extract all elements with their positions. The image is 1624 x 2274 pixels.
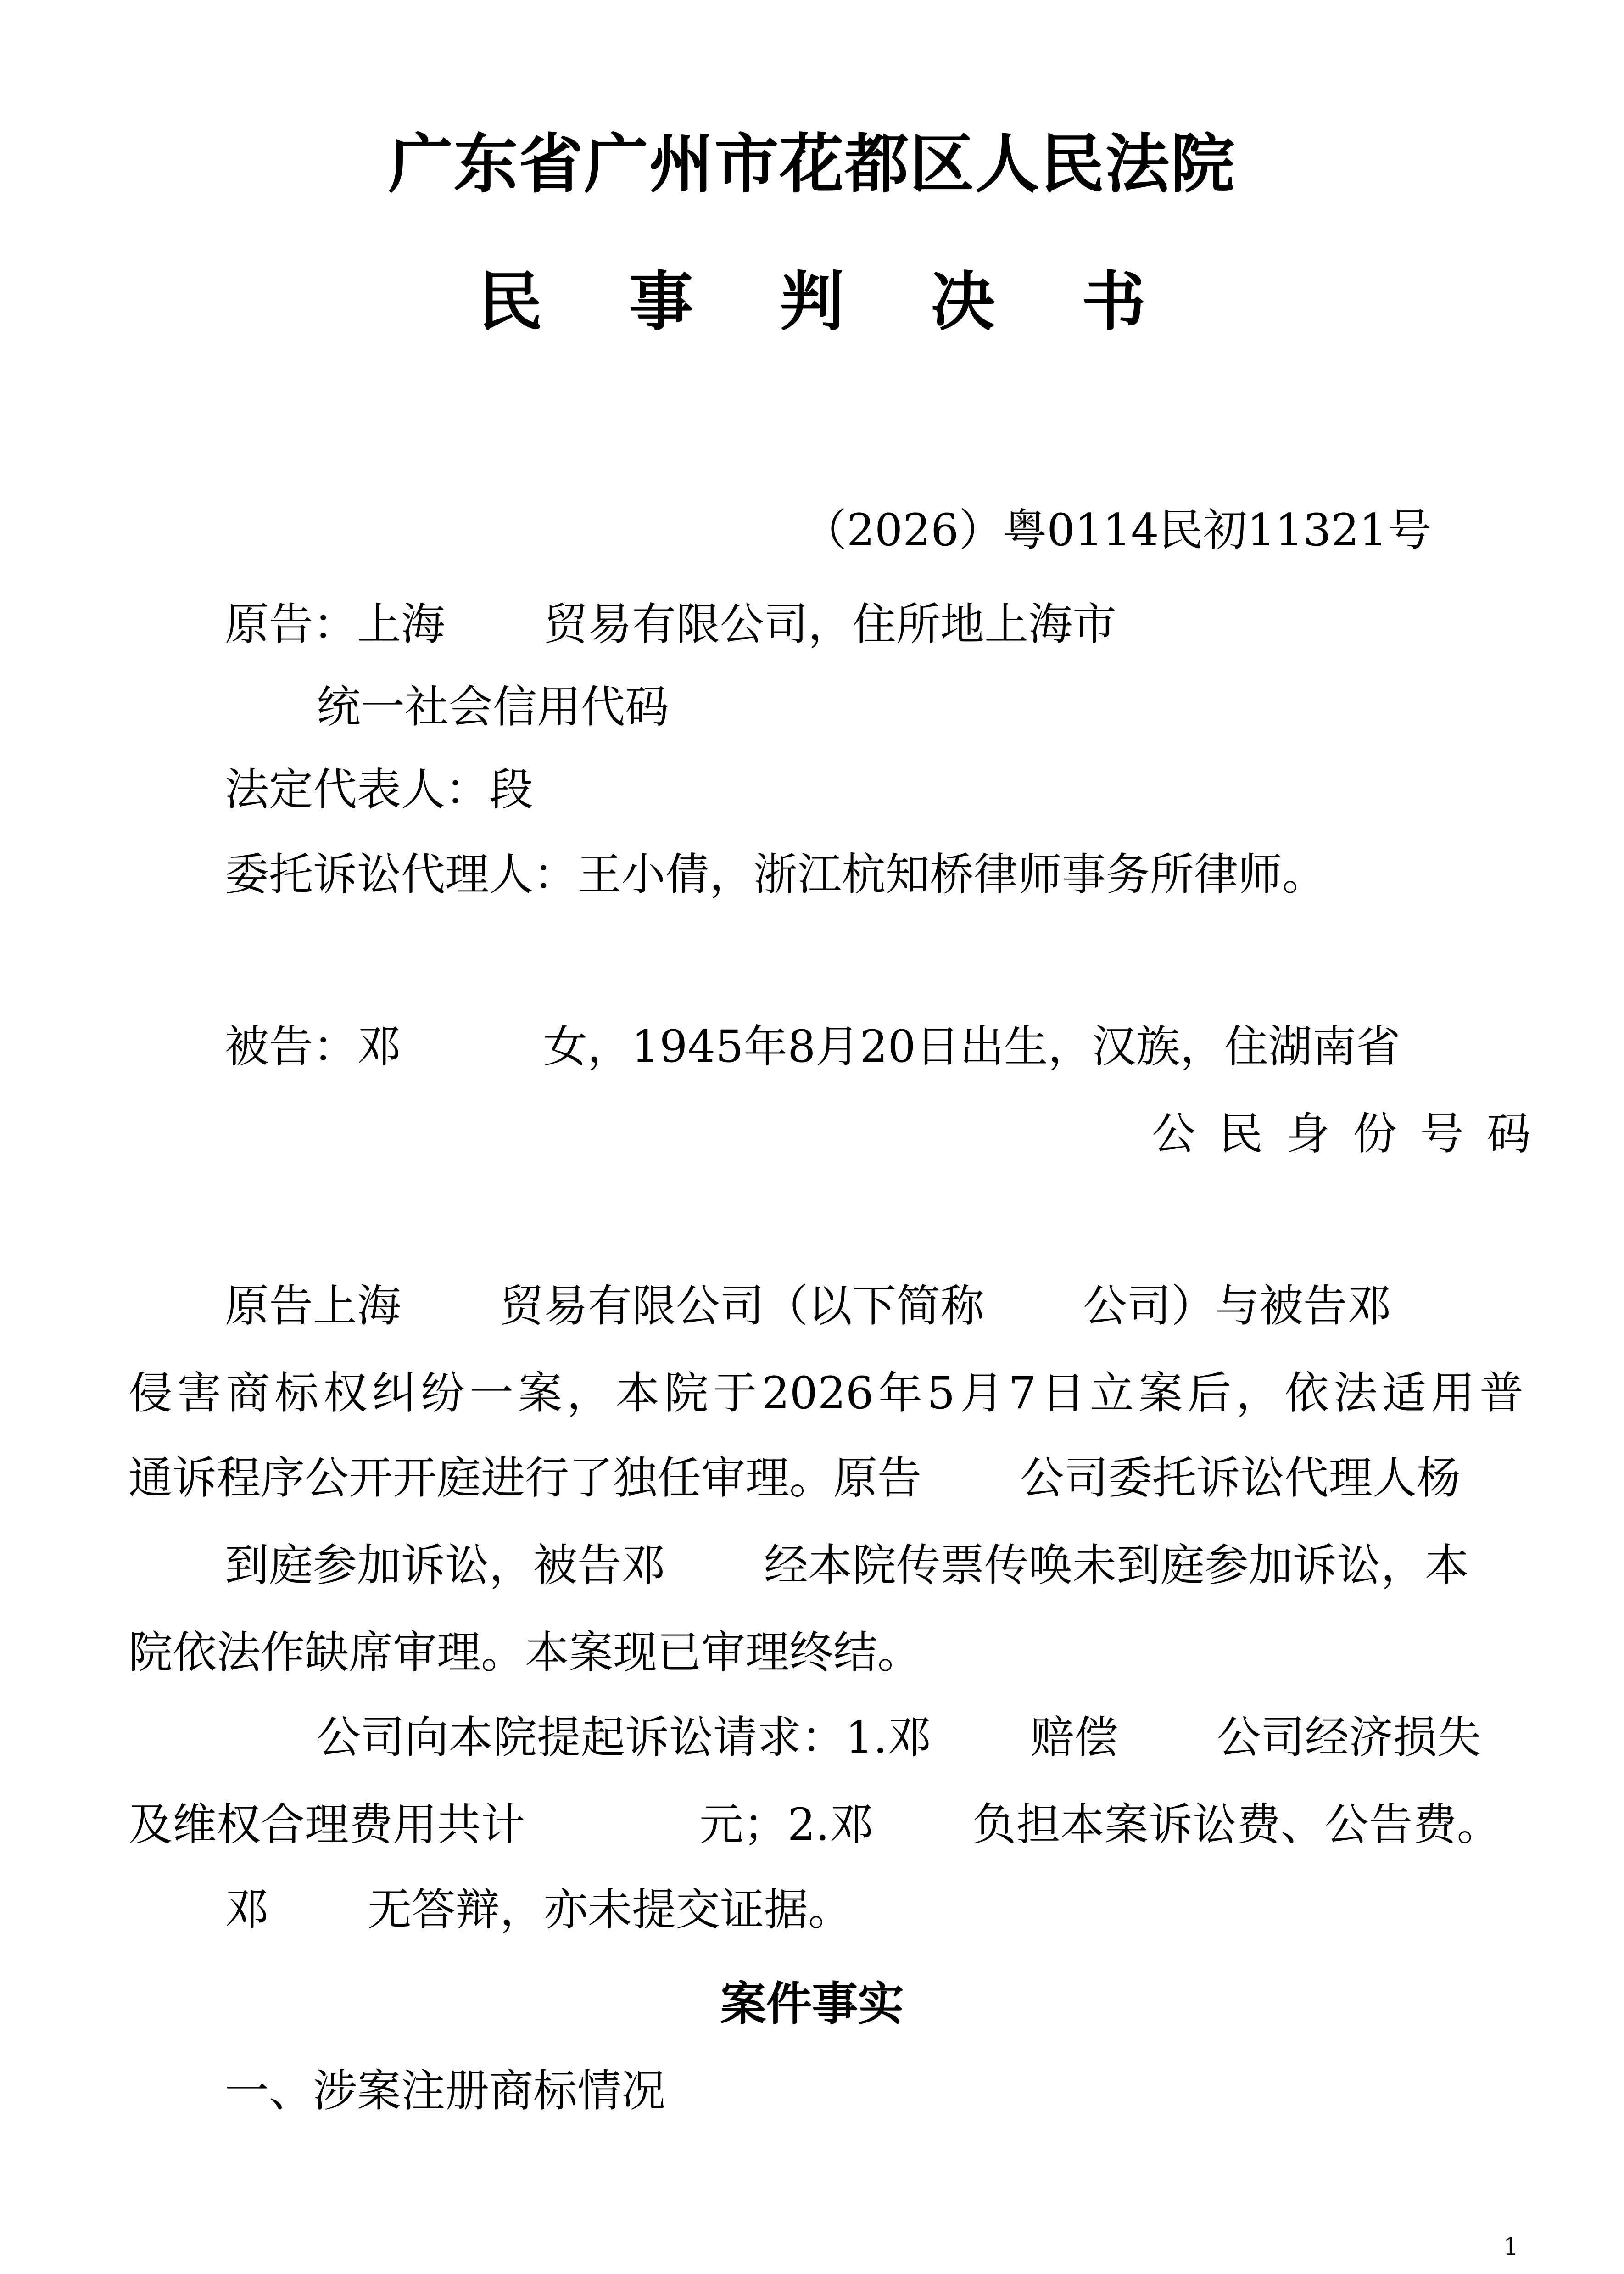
paragraph-1-line-3 (128, 1446, 1461, 1510)
paragraph-2-line-1 (317, 1705, 1481, 1770)
p2-l2-b: 元；2.邓 (699, 1799, 874, 1850)
plaintiff-name-part2: 贸易有限公司，住所地上海市 (544, 599, 1116, 650)
p1-l1-b: 贸易有限公司（以下简称 (500, 1280, 984, 1332)
plaintiff-name-part1: 上海 (357, 599, 445, 650)
agent-label: 委托诉讼代理人： (225, 849, 577, 900)
legal-representative-line (225, 757, 533, 822)
paragraph-1-line-1 (225, 1274, 1391, 1338)
defendant-name: 邓 (357, 1021, 401, 1072)
p2-l1-b: 赔偿 (1030, 1712, 1118, 1763)
document-type: 民 事 判 决 书 (478, 264, 1178, 340)
defendant-info: 女，1945年8月20日出生，汉族，住湖南省 (543, 1021, 1401, 1072)
p2-l1-c: 公司经济损失 (1217, 1712, 1481, 1763)
paragraph-2-line-2 (128, 1792, 1501, 1857)
section-item-1: 一、涉案注册商标情况 (225, 2065, 665, 2117)
defendant-id-label: 公民身份号码 (1152, 1108, 1554, 1159)
agent-line (225, 842, 1326, 907)
legal-rep-label: 法定代表人： (225, 764, 489, 815)
paragraph-1-line-2: 侵害商标权纠纷一案，本院于2026年5月7日立案后，依法适用普 (128, 1367, 1524, 1419)
p3-a: 邓 (225, 1884, 269, 1935)
court-name: 广东省广州市花都区人民法院 (388, 127, 1236, 202)
legal-rep-name: 段 (489, 764, 533, 815)
agent-value: 王小倩，浙江杭知桥律师事务所律师。 (577, 849, 1326, 900)
plaintiff-label: 原告： (225, 599, 357, 650)
p1-l4-a: 到庭参加诉讼，被告邓 (225, 1540, 665, 1591)
defendant-line (225, 1014, 1401, 1079)
p1-l3-b: 公司委托诉讼代理人杨 (1020, 1452, 1461, 1504)
section-heading-case-facts: 案件事实 (720, 1977, 904, 2031)
paragraph-3 (225, 1877, 852, 1942)
plaintiff-line (225, 592, 1116, 656)
p1-l1-c: 公司）与被告邓 (1083, 1280, 1391, 1332)
plaintiff-credit-code: 统一社会信用代码 (317, 681, 669, 733)
page-number: 1 (1503, 2233, 1518, 2261)
p2-l2-c: 负担本案诉讼费、公告费。 (972, 1799, 1501, 1850)
paragraph-1-line-4 (225, 1533, 1469, 1597)
p1-l1-a: 原告上海 (225, 1280, 401, 1332)
paragraph-1-line-5: 院依法作缺席审理。本案现已审理终结。 (128, 1627, 921, 1678)
p3-b: 无答辩，亦未提交证据。 (368, 1884, 852, 1935)
p2-l1-a: 公司向本院提起诉讼请求：1.邓 (317, 1712, 932, 1763)
defendant-label: 被告： (225, 1021, 357, 1072)
p2-l2-a: 及维权合理费用共计 (128, 1799, 525, 1850)
case-number: （2026）粤0114民初11321号 (802, 504, 1431, 556)
p1-l3-a: 通诉程序公开开庭进行了独任审理。原告 (128, 1452, 921, 1504)
p1-l4-b: 经本院传票传唤未到庭参加诉讼，本 (764, 1540, 1469, 1591)
